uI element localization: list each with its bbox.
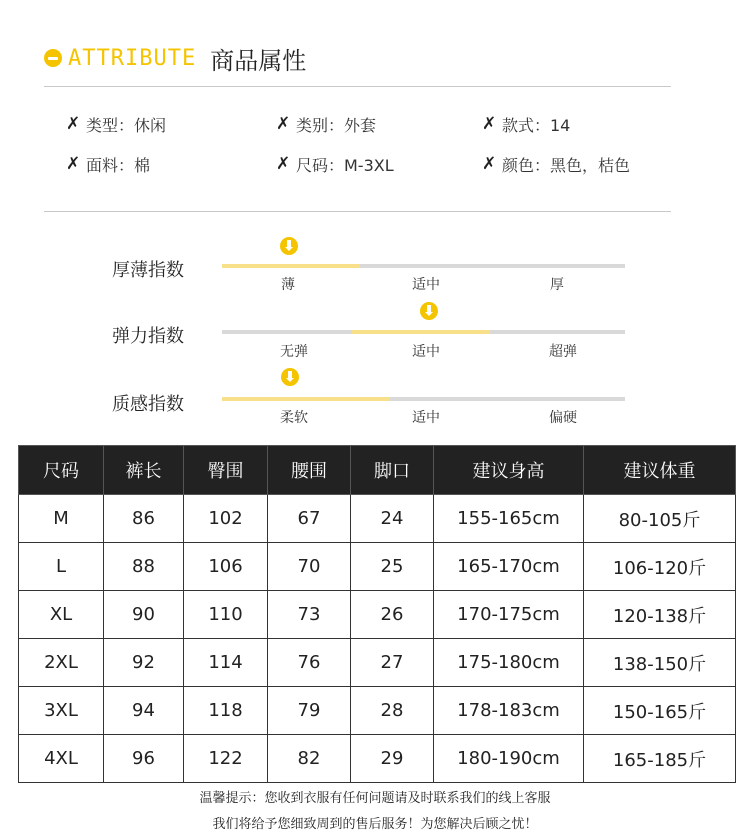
table-row <box>19 495 736 543</box>
index-label: 厚薄指数 <box>112 260 184 281</box>
index-option: 超弹 <box>549 344 577 360</box>
table-cell: 110 <box>184 591 268 639</box>
table-cell: 102 <box>184 495 268 543</box>
table-cell: 120-138斤 <box>584 591 736 639</box>
table-cell: 178-183cm <box>434 687 584 735</box>
attribute-text: 尺码：M-3XL <box>296 155 394 175</box>
index-option: 柔软 <box>280 410 308 426</box>
col-header: 臀围 <box>184 446 268 495</box>
table-cell: 92 <box>104 639 184 687</box>
index-track <box>222 264 625 268</box>
table-cell: 138-150斤 <box>584 639 736 687</box>
col-header: 建议身高 <box>434 446 584 495</box>
table-cell: 96 <box>104 735 184 783</box>
attribute-style <box>482 113 682 136</box>
table-cell: 86 <box>104 495 184 543</box>
down-arrow-icon <box>280 237 298 255</box>
table-cell: 114 <box>184 639 268 687</box>
attribute-row <box>66 144 686 184</box>
table-cell: 26 <box>351 591 434 639</box>
table-row <box>19 735 736 783</box>
col-header: 脚口 <box>351 446 434 495</box>
attribute-text: 颜色：黑色，桔色 <box>502 155 631 175</box>
table-cell: 90 <box>104 591 184 639</box>
attribute-size <box>276 153 482 176</box>
cross-icon: ✗ <box>482 114 497 134</box>
attribute-text: 款式：14 <box>502 115 571 135</box>
header-title-en: ATTRIBUTE <box>68 45 197 71</box>
table-cell: 94 <box>104 687 184 735</box>
attribute-color <box>482 153 682 176</box>
divider-top <box>44 86 671 87</box>
index-label: 弹力指数 <box>112 326 184 347</box>
index-fill <box>222 397 390 401</box>
index-fill <box>222 264 360 268</box>
down-arrow-icon <box>281 368 299 386</box>
col-header: 腰围 <box>268 446 351 495</box>
index-elasticity <box>0 300 750 360</box>
table-cell: 4XL <box>19 735 104 783</box>
table-row <box>19 639 736 687</box>
table-cell: 150-165斤 <box>584 687 736 735</box>
table-cell: XL <box>19 591 104 639</box>
table-cell: 82 <box>268 735 351 783</box>
table-cell: 25 <box>351 543 434 591</box>
table-cell: 118 <box>184 687 268 735</box>
col-header: 建议体重 <box>584 446 736 495</box>
table-cell: 67 <box>268 495 351 543</box>
index-option: 偏硬 <box>549 410 577 426</box>
cross-icon: ✗ <box>66 114 81 134</box>
section-header <box>44 40 306 76</box>
index-fill <box>352 330 490 334</box>
col-header: 尺码 <box>19 446 104 495</box>
table-cell: 165-185斤 <box>584 735 736 783</box>
attribute-type <box>66 113 276 136</box>
attribute-row <box>66 104 686 144</box>
attribute-list <box>66 104 686 184</box>
attribute-text: 面料：棉 <box>86 155 151 175</box>
index-track <box>222 397 625 401</box>
table-cell: 88 <box>104 543 184 591</box>
table-cell: M <box>19 495 104 543</box>
index-option: 适中 <box>412 410 440 426</box>
table-header-row <box>19 446 736 495</box>
table-cell: 76 <box>268 639 351 687</box>
table-cell: L <box>19 543 104 591</box>
divider-middle <box>44 211 671 212</box>
note-line-2: 我们将给予您细致周到的售后服务！为您解决后顾之忧！ <box>212 817 538 832</box>
table-cell: 27 <box>351 639 434 687</box>
down-arrow-icon <box>420 302 438 320</box>
table-cell: 106-120斤 <box>584 543 736 591</box>
table-row <box>19 591 736 639</box>
table-cell: 170-175cm <box>434 591 584 639</box>
cross-icon: ✗ <box>276 154 291 174</box>
table-cell: 79 <box>268 687 351 735</box>
col-header: 裤长 <box>104 446 184 495</box>
table-cell: 24 <box>351 495 434 543</box>
table-cell: 28 <box>351 687 434 735</box>
note-line-1: 温馨提示：您收到衣服有任何问题请及时联系我们的线上客服 <box>199 791 551 806</box>
cross-icon: ✗ <box>482 154 497 174</box>
index-option: 无弹 <box>280 344 308 360</box>
attribute-text: 类别：外套 <box>296 115 377 135</box>
cross-icon: ✗ <box>66 154 81 174</box>
table-cell: 29 <box>351 735 434 783</box>
table-row <box>19 543 736 591</box>
table-cell: 70 <box>268 543 351 591</box>
table-cell: 106 <box>184 543 268 591</box>
attribute-fabric <box>66 153 276 176</box>
minus-circle-icon <box>44 49 62 67</box>
index-option: 厚 <box>550 277 564 293</box>
table-cell: 80-105斤 <box>584 495 736 543</box>
size-table <box>18 445 736 783</box>
table-cell: 180-190cm <box>434 735 584 783</box>
index-texture <box>0 366 750 426</box>
header-title-cn: 商品属性 <box>210 46 307 75</box>
index-option: 适中 <box>412 277 440 293</box>
table-cell: 122 <box>184 735 268 783</box>
table-cell: 165-170cm <box>434 543 584 591</box>
table-cell: 155-165cm <box>434 495 584 543</box>
index-thickness <box>0 236 750 296</box>
attribute-text: 类型：休闲 <box>86 115 167 135</box>
attribute-category <box>276 113 482 136</box>
index-option: 薄 <box>281 277 295 293</box>
table-cell: 2XL <box>19 639 104 687</box>
index-track <box>222 330 625 334</box>
index-option: 适中 <box>412 344 440 360</box>
table-cell: 3XL <box>19 687 104 735</box>
table-cell: 175-180cm <box>434 639 584 687</box>
index-label: 质感指数 <box>112 394 184 415</box>
cross-icon: ✗ <box>276 114 291 134</box>
table-cell: 73 <box>268 591 351 639</box>
table-row <box>19 687 736 735</box>
